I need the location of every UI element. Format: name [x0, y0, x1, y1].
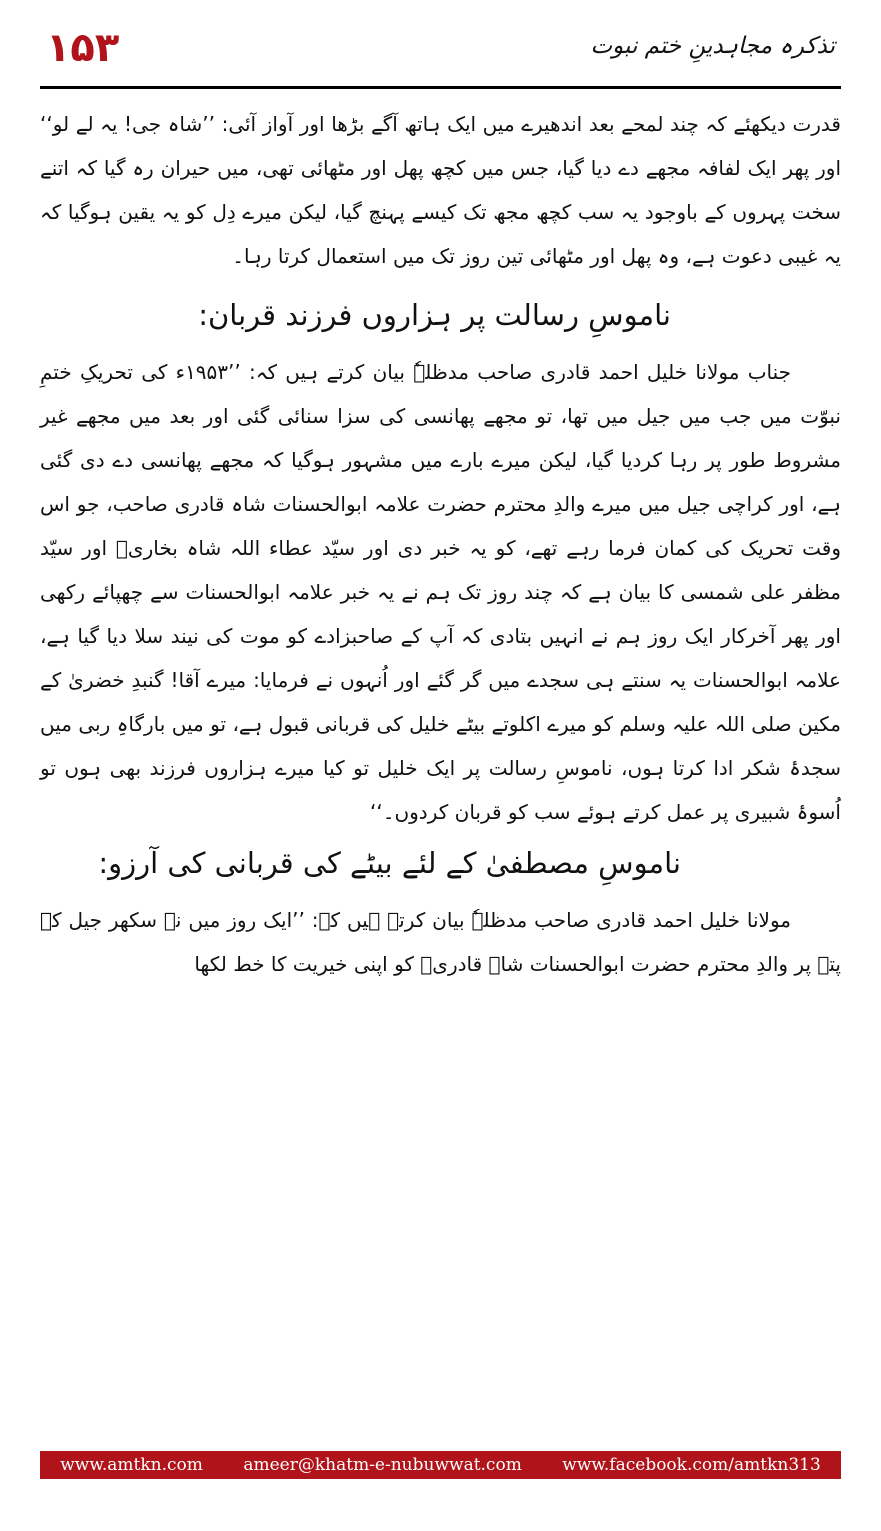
section-heading-1: ناموسِ رسالت پر ہزاروں فرزند قربان: [198, 298, 671, 332]
intro-paragraph: قدرت دیکھئے کہ چند لمحے بعد اندھیرے میں ایک ہاتھ آگے بڑھا اور آواز آئی: ’’شاہ جی! یہ لے لو‘‘ اور پھر ایک لفافہ مجھے دے دیا گیا، جس میں کچھ پھل اور مٹھائی تھی، میں حیران رہ گیا کہ اتنے سخت پہروں کے باوجود یہ سب کچھ مجھ تک کیسے پہنچ گیا، لیکن میرے دِل کو یہ یقین ہوگیا کہ یہ غیبی دعوت ہے، وہ پھل اور مٹھائی تین روز تک میں استعمال کرتا رہا۔ [40, 112, 841, 268]
book-title: تذکرہ مجاہدینِ ختم نبوت [590, 33, 835, 59]
header-divider [40, 86, 841, 89]
section-2-paragraph: مولانا خلیل احمد قادری صاحب مدظلہٗ بیان کرتے ہیں کہ: ’’ایک روز میں نے سکھر جیل کے پتے پر والدِ محترم حضرت ابوالحسنات شاہ قادریؒ کو اپنی خیریت کا خط لکھا [40, 908, 841, 976]
footer-website-link[interactable]: www.amtkn.com [60, 1455, 203, 1475]
footer-bar [40, 1451, 841, 1479]
page-body [40, 102, 841, 986]
page-number: ۱۵۳ [46, 25, 120, 71]
section-1-paragraph: جناب مولانا خلیل احمد قادری صاحب مدظلہٗ بیان کرتے ہیں کہ: ’’۱۹۵۳ء کی تحریکِ ختمِ نبوّت میں جب میں جیل میں تھا، تو مجھے پھانسی کی سزا سنائی گئی اور بعد میں مجھے غیر مشروط طور پر رہا کردیا گیا، لیکن میرے بارے میں مشہور ہوگیا کہ مجھے پھانسی دے دی گئی ہے، اور کراچی جیل میں میرے والدِ محترم حضرت علامہ ابوالحسنات شاہ قادری صاحب، جو اس وقت تحریک کی کمان فرما رہے تھے، کو یہ خبر دی اور سیّد عطاء اللہ شاہ بخاریؒ اور سیّد مظفر علی شمسی کا بیان ہے کہ چند روز تک ہم نے یہ خبر علامہ ابوالحسنات سے چھپائے رکھی اور پھر آخرکار ایک روز ہم نے انہیں بتادی کہ آپ کے صاحبزادے کو موت کی نیند سلا دیا گیا ہے، علامہ ابوالحسنات یہ سنتے ہی سجدے میں گر گئے اور اُنہوں نے فرمایا: میرے آقا! گنبدِ خضریٰ کے مکین صلی اللہ علیہ وسلم کو میرے اکلوتے بیٹے خلیل کی قربانی قبول ہے، تو میں بارگاہِ ربی میں سجدۂ شکر ادا کرتا ہوں، ناموسِ رسالت پر ایک خلیل تو کیا میرے ہزاروں فرزند بھی ہوں تو اُسوۂ شبیری پر عمل کرتے ہوئے سب کو قربان کردوں۔‘‘ [40, 360, 841, 824]
section-heading-2: ناموسِ مصطفیٰ کے لئے بیٹے کی قربانی کی آرزو: [98, 846, 681, 880]
footer-email-link[interactable]: ameer@khatm-e-nubuwwat.com [243, 1455, 522, 1475]
footer-facebook-link[interactable]: www.facebook.com/amtkn313 [562, 1455, 821, 1475]
